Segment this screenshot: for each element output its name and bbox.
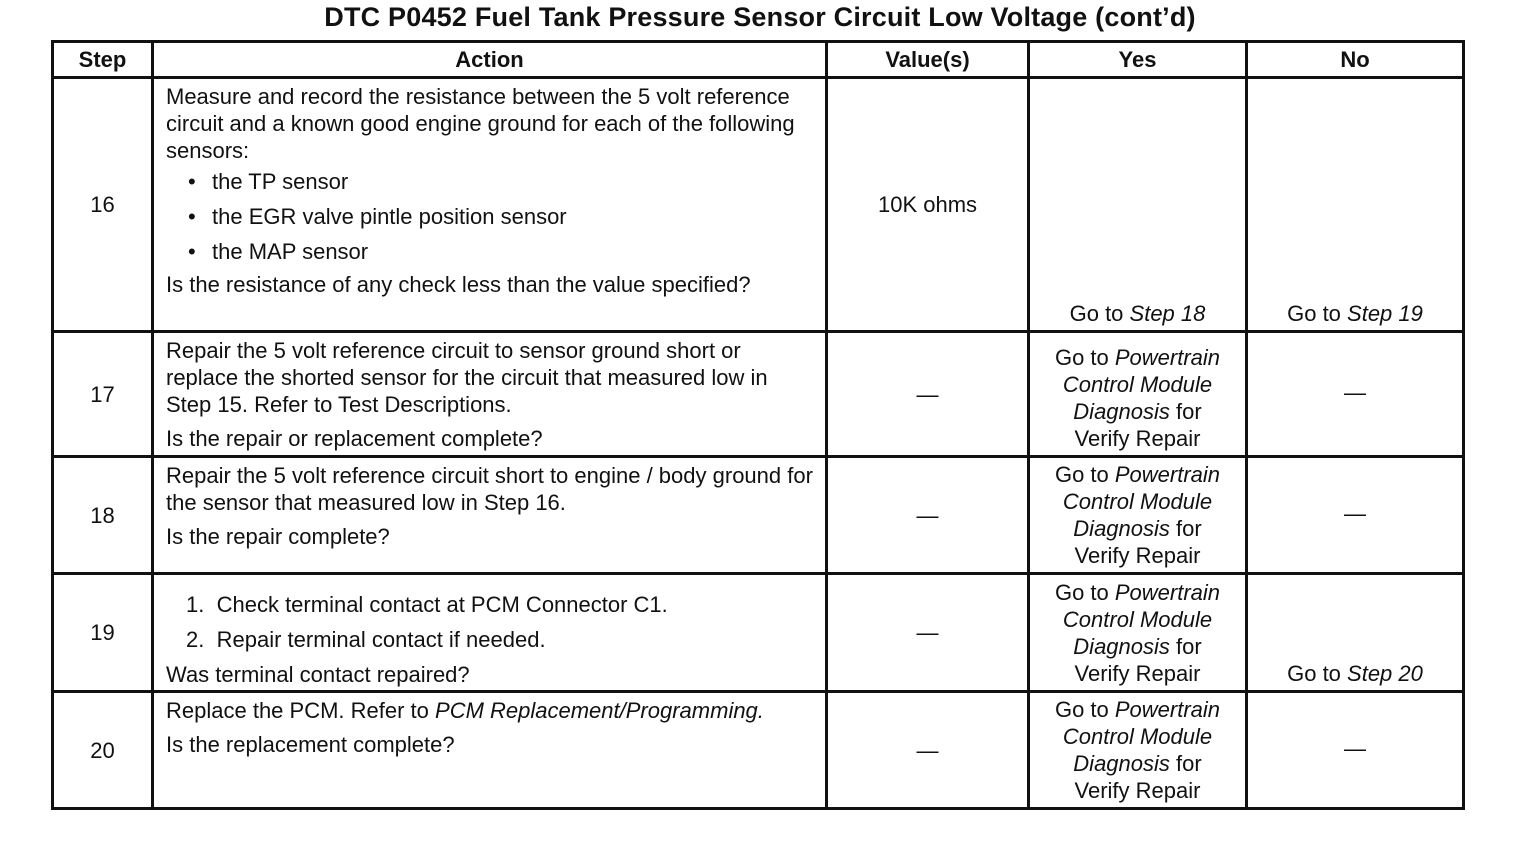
action-cell <box>153 574 827 692</box>
table-row <box>53 332 1464 457</box>
step-number: 17 <box>53 332 153 457</box>
step-reference: Step 19 <box>1347 301 1423 326</box>
header-values: Value(s) <box>827 42 1029 78</box>
action-text: Replace the PCM. Refer to PCM Replacement/Programming. <box>166 698 764 723</box>
table-row <box>53 457 1464 574</box>
list-item: • the EGR valve pintle position sensor <box>188 204 567 229</box>
header-step: Step <box>53 42 153 78</box>
action-question: Is the repair complete? <box>166 524 390 549</box>
header-no: No <box>1247 42 1464 78</box>
step-number: 20 <box>53 692 153 809</box>
action-question: Is the resistance of any check less than the value specified? <box>166 272 751 297</box>
step-number: 19 <box>53 574 153 692</box>
no-cell: Go to Step 19 <box>1247 78 1464 332</box>
value-cell: — <box>827 574 1029 692</box>
value-cell: — <box>827 332 1029 457</box>
action-text: Repair the 5 volt reference circuit short to engine / body ground for the sensor that measured low in Step 16. <box>166 463 813 515</box>
diagnostic-table <box>51 40 1465 810</box>
table-header-row <box>53 42 1464 78</box>
action-cell <box>153 457 827 574</box>
action-cell <box>153 78 827 332</box>
value-cell: — <box>827 457 1029 574</box>
bullet-icon: • <box>188 239 196 264</box>
list-item: • the TP sensor <box>188 169 349 194</box>
yes-cell: Go to Step 18 <box>1029 78 1247 332</box>
no-cell: Go to Step 20 <box>1247 574 1464 692</box>
list-item: 2. Repair terminal contact if needed. <box>186 627 546 652</box>
action-question: Is the replacement complete? <box>166 732 455 757</box>
step-reference: Step 20 <box>1347 661 1423 686</box>
table-row <box>53 574 1464 692</box>
value-cell: — <box>827 692 1029 809</box>
sensor-list <box>166 168 815 265</box>
action-cell <box>153 692 827 809</box>
yes-cell: Go to Powertrain Control Module Diagnosis for Verify Repair <box>1029 457 1247 574</box>
yes-cell: Go to Powertrain Control Module Diagnosis for Verify Repair <box>1029 332 1247 457</box>
action-question: Is the repair or replacement complete? <box>166 426 543 451</box>
no-cell: — <box>1247 332 1464 457</box>
step-number: 16 <box>53 78 153 332</box>
list-item: • the MAP sensor <box>188 239 369 264</box>
table-row <box>53 692 1464 809</box>
action-text: Measure and record the resistance between the 5 volt reference circuit and a known good engine ground for each of the following sensors: <box>166 84 795 163</box>
numbered-steps <box>166 591 815 653</box>
value-cell: 10K ohms <box>827 78 1029 332</box>
list-item: 1. Check terminal contact at PCM Connector C1. <box>186 592 668 617</box>
bullet-icon: • <box>188 169 196 194</box>
no-cell: — <box>1247 692 1464 809</box>
action-question: Was terminal contact repaired? <box>166 662 470 687</box>
header-yes: Yes <box>1029 42 1247 78</box>
header-action: Action <box>153 42 827 78</box>
action-cell <box>153 332 827 457</box>
action-text: Repair the 5 volt reference circuit to sensor ground short or replace the shorted sensor for the circuit that measured low in Step 15. Refer to Test Descriptions. <box>166 338 768 417</box>
step-number: 18 <box>53 457 153 574</box>
no-cell: — <box>1247 457 1464 574</box>
step-reference: Step 18 <box>1129 301 1206 326</box>
reference-link: PCM Replacement/Programming. <box>435 698 764 723</box>
yes-cell: Go to Powertrain Control Module Diagnosis for Verify Repair <box>1029 574 1247 692</box>
bullet-icon: • <box>188 204 196 229</box>
table-row <box>53 78 1464 332</box>
yes-cell: Go to Powertrain Control Module Diagnosis for Verify Repair <box>1029 692 1247 809</box>
page-title: DTC P0452 Fuel Tank Pressure Sensor Circuit Low Voltage (cont’d) <box>324 2 1196 32</box>
